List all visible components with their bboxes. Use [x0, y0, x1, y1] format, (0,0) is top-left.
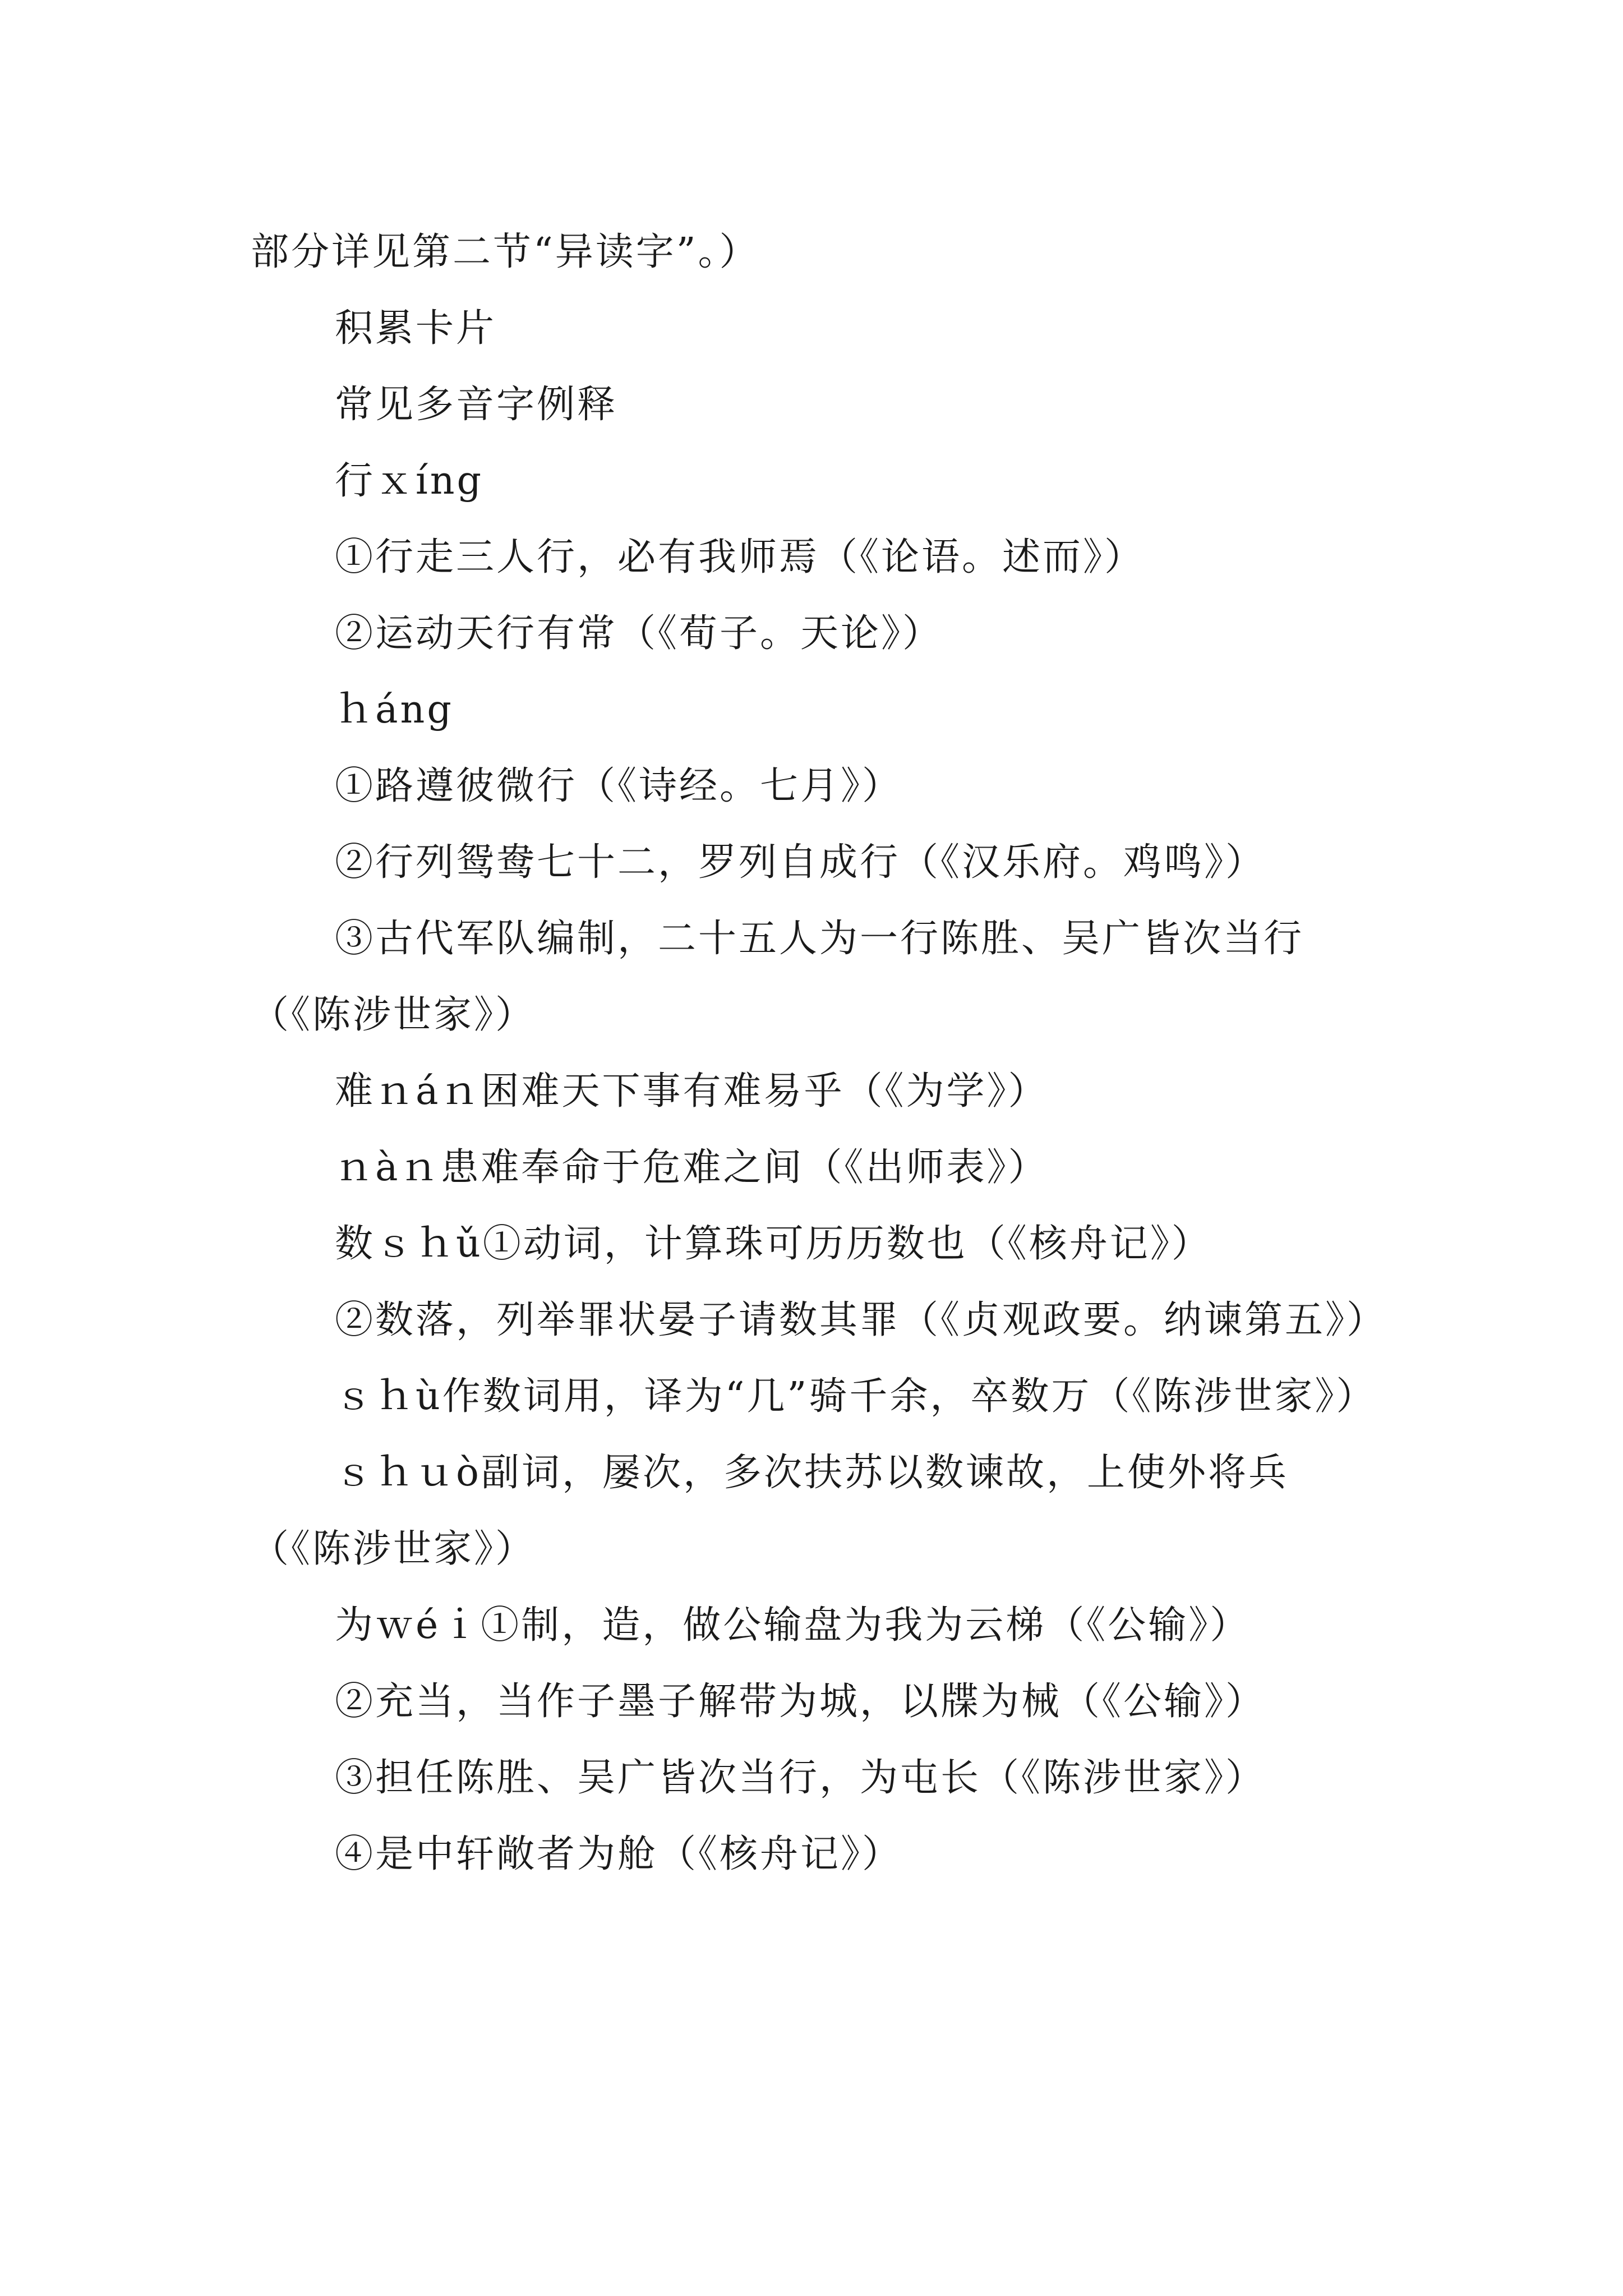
text-line: ｈáng: [335, 688, 454, 732]
text-line: 为ｗéｉ①制，造，做公输盘为我为云梯（《公输》）: [335, 1603, 1251, 1648]
text-line: ①行走三人行，必有我师焉（《论语。述而》）: [335, 535, 1145, 579]
text-line: ②行列鸳鸯七十二，罗列自成行（《汉乐府。鸡鸣》）: [335, 840, 1266, 885]
document-body: [251, 214, 1387, 1893]
text-line: 难ｎáｎ困难天下事有难易乎（《为学》）: [335, 1069, 1049, 1114]
text-line: 行ｘíng: [335, 459, 484, 503]
text-line: 部分详见第二节“异读字”。）: [251, 230, 760, 274]
text-line: ①路遵彼微行（《诗经。七月》）: [335, 764, 903, 808]
text-line: 数ｓｈǔ①动词，计算珠可历历数也（《核舟记》）: [335, 1222, 1212, 1266]
text-line: ②运动天行有常（《荀子。天论》）: [335, 611, 943, 656]
text-line: ｎàｎ患难奉命于危难之间（《出师表》）: [335, 1145, 1049, 1190]
text-line: ｓｈｕò副词，屡次，多次扶苏以数谏故，上使外将兵（《陈涉世家》）: [251, 1451, 1289, 1571]
section-subheading: 常见多音字例释: [335, 383, 618, 427]
text-line: ②数落，列举罪状晏子请数其罪（《贞观政要。纳谏第五》）: [335, 1298, 1387, 1342]
section-heading: 积累卡片: [335, 306, 497, 351]
text-line: ②充当，当作子墨子解带为城，以牒为械（《公输》）: [335, 1680, 1266, 1724]
text-line: ④是中轩敞者为舱（《核舟记》）: [335, 1832, 903, 1876]
text-line: ③古代军队编制，二十五人为一行陈胜、吴广皆次当行（《陈涉世家》）: [251, 917, 1304, 1037]
text-line: ③担任陈胜、吴广皆次当行，为屯长（《陈涉世家》）: [335, 1756, 1266, 1800]
text-line: ｓｈù作数词用，译为“几”骑千余，卒数万（《陈涉世家》）: [335, 1374, 1377, 1419]
